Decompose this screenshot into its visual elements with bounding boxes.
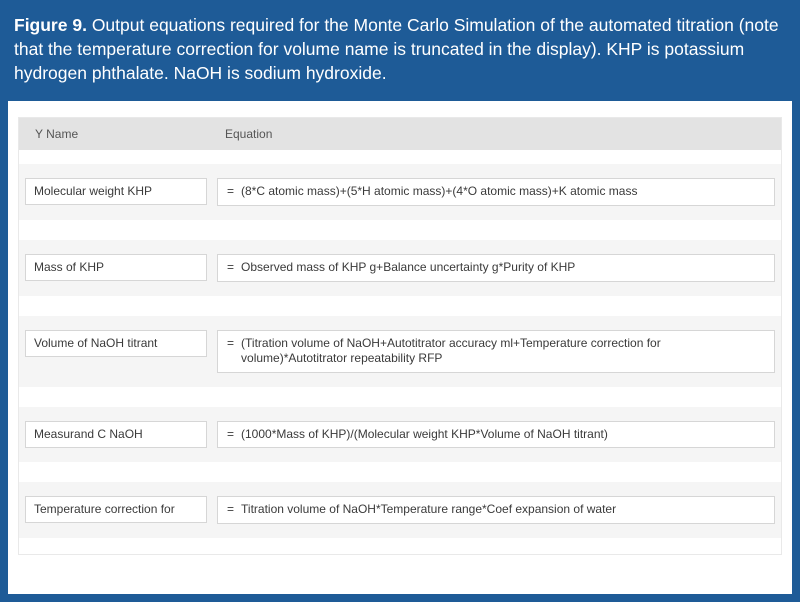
column-header-equation: Equation: [225, 127, 273, 142]
equation-cell[interactable]: [217, 178, 775, 206]
equation-cell[interactable]: [217, 496, 775, 524]
column-header-y-name: Y Name: [35, 127, 79, 142]
equals-sign: =: [227, 335, 235, 350]
equation-text: (8*C atomic mass)+(5*H atomic mass)+(4*O atomic mass)+K atomic mass: [241, 184, 638, 199]
equals-sign: =: [227, 184, 235, 199]
screenshot-area: [8, 101, 792, 594]
y-name-cell[interactable]: Mass of KHP: [25, 254, 207, 281]
table-row: [19, 240, 781, 296]
y-name-cell[interactable]: Volume of NaOH titrant: [25, 330, 207, 357]
equals-sign: =: [227, 259, 235, 274]
equation-cell[interactable]: [217, 421, 775, 449]
figure-label: Figure 9.: [14, 15, 87, 35]
table-row: [19, 316, 781, 387]
equations-table: [18, 117, 782, 555]
y-name-cell[interactable]: Molecular weight KHP: [25, 178, 207, 205]
y-name-cell[interactable]: Temperature correction for: [25, 496, 207, 523]
equals-sign: =: [227, 502, 235, 517]
equation-text: (1000*Mass of KHP)/(Molecular weight KHP*Volume of NaOH titrant): [241, 426, 608, 441]
table-row: [19, 482, 781, 538]
table-row: [19, 407, 781, 463]
figure-caption-text: Output equations required for the Monte Carlo Simulation of the automated titration (note that the temperature correction for volume name is truncated in the display). KHP is potassium hydrogen phthalate. NaOH is sodium hydroxide.: [14, 15, 779, 83]
y-name-cell[interactable]: Measurand C NaOH: [25, 421, 207, 448]
equation-cell[interactable]: [217, 330, 775, 373]
equals-sign: =: [227, 426, 235, 441]
table-body: [19, 150, 781, 554]
table-header-row: [19, 118, 781, 150]
equation-text: Titration volume of NaOH*Temperature range*Coef expansion of water: [241, 502, 617, 517]
equation-text: (Titration volume of NaOH+Autotitrator accuracy ml+Temperature correction for volume)*Autotitrator repeatability RFP: [241, 335, 661, 366]
figure-caption: [8, 8, 792, 101]
table-row: [19, 164, 781, 220]
equation-text: Observed mass of KHP g+Balance uncertainty g*Purity of KHP: [241, 259, 576, 274]
equation-cell[interactable]: [217, 254, 775, 282]
